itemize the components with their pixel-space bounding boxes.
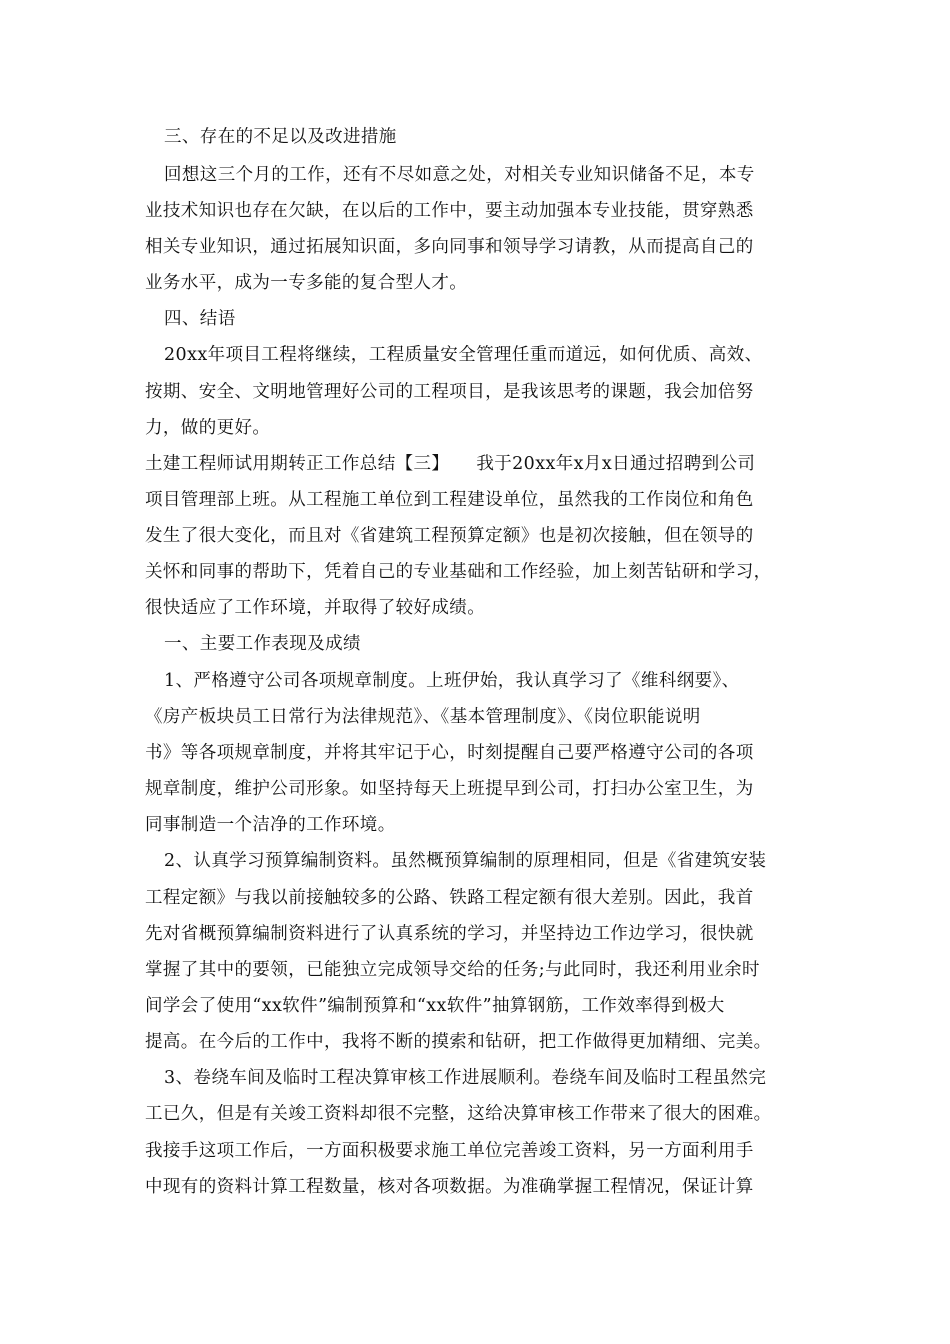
text-line: 相关专业知识，通过拓展知识面，多向同事和领导学习请教，从而提高自己的 — [145, 237, 754, 257]
text-line: 工已久，但是有关竣工资料却很不完整，这给决算审核工作带来了很大的困难。 — [145, 1104, 772, 1124]
section-title-line: 土建工程师试用期转正工作总结【三】 我于20xx年x月x日通过招聘到公司 — [145, 454, 756, 474]
text-line: 1、严格遵守公司各项规章制度。上班伊始，我认真学习了《维科纲要》、 — [164, 671, 740, 691]
text-line: 回想这三个月的工作，还有不尽如意之处，对相关专业知识储备不足，本专 — [164, 165, 755, 185]
text-line: 力，做的更好。 — [145, 418, 271, 438]
text-line: 先对省概预算编制资料进行了认真系统的学习，并坚持边工作边学习，很快就 — [145, 924, 754, 944]
heading-conclusion: 四、结语 — [164, 309, 236, 329]
text-line: 中现有的资料计算工程数量，核对各项数据。为准确掌握工程情况，保证计算 — [145, 1177, 754, 1197]
heading-shortcomings: 三、存在的不足以及改进措施 — [164, 127, 397, 147]
text-line: 2、认真学习预算编制资料。虽然概预算编制的原理相同，但是《省建筑安装 — [164, 851, 767, 871]
text-line: 我接手这项工作后，一方面积极要求施工单位完善竣工资料，另一方面利用手 — [145, 1141, 754, 1161]
heading-main-work: 一、主要工作表现及成绩 — [164, 634, 361, 654]
text-line: 掌握了其中的要领，已能独立完成领导交给的任务;与此同时，我还利用业余时 — [145, 960, 760, 980]
text-line: 关怀和同事的帮助下，凭着自己的专业基础和工作经验，加上刻苦钻研和学习， — [145, 562, 772, 582]
text-line: 书》等各项规章制度，并将其牢记于心，时刻提醒自己要严格遵守公司的各项 — [145, 743, 754, 763]
text-line: 业技术知识也存在欠缺，在以后的工作中，要主动加强本专业技能，贯穿熟悉 — [145, 201, 754, 221]
text-line: 发生了很大变化，而且对《省建筑工程预算定额》也是初次接触，但在领导的 — [145, 526, 754, 546]
text-line: 《房产板块员工日常行为法律规范》、《基本管理制度》、《岗位职能说明 — [145, 707, 701, 727]
text-line: 提高。在今后的工作中，我将不断的摸索和钻研，把工作做得更加精细、完美。 — [145, 1032, 772, 1052]
text-line: 20xx年项目工程将继续，工程质量安全管理任重而道远，如何优质、高效、 — [164, 345, 763, 365]
text-line: 很快适应了工作环境，并取得了较好成绩。 — [145, 598, 486, 618]
text-line: 项目管理部上班。从工程施工单位到工程建设单位，虽然我的工作岗位和角色 — [145, 490, 754, 510]
text-line: 规章制度，维护公司形象。如坚持每天上班提早到公司，打扫办公室卫生，为 — [145, 779, 754, 799]
text-line: 同事制造一个洁净的工作环境。 — [145, 815, 396, 835]
text-line: 业务水平，成为一专多能的复合型人才。 — [145, 273, 468, 293]
text-line: 工程定额》与我以前接触较多的公路、铁路工程定额有很大差别。因此，我首 — [145, 888, 754, 908]
text-line: 间学会了使用“xx软件”编制预算和“xx软件”抽算钢筋，工作效率得到极大 — [145, 996, 725, 1016]
text-line: 3、卷绕车间及临时工程决算审核工作进展顺利。卷绕车间及临时工程虽然完 — [164, 1068, 767, 1088]
text-line: 按期、安全、文明地管理好公司的工程项目，是我该思考的课题，我会加倍努 — [145, 382, 754, 402]
